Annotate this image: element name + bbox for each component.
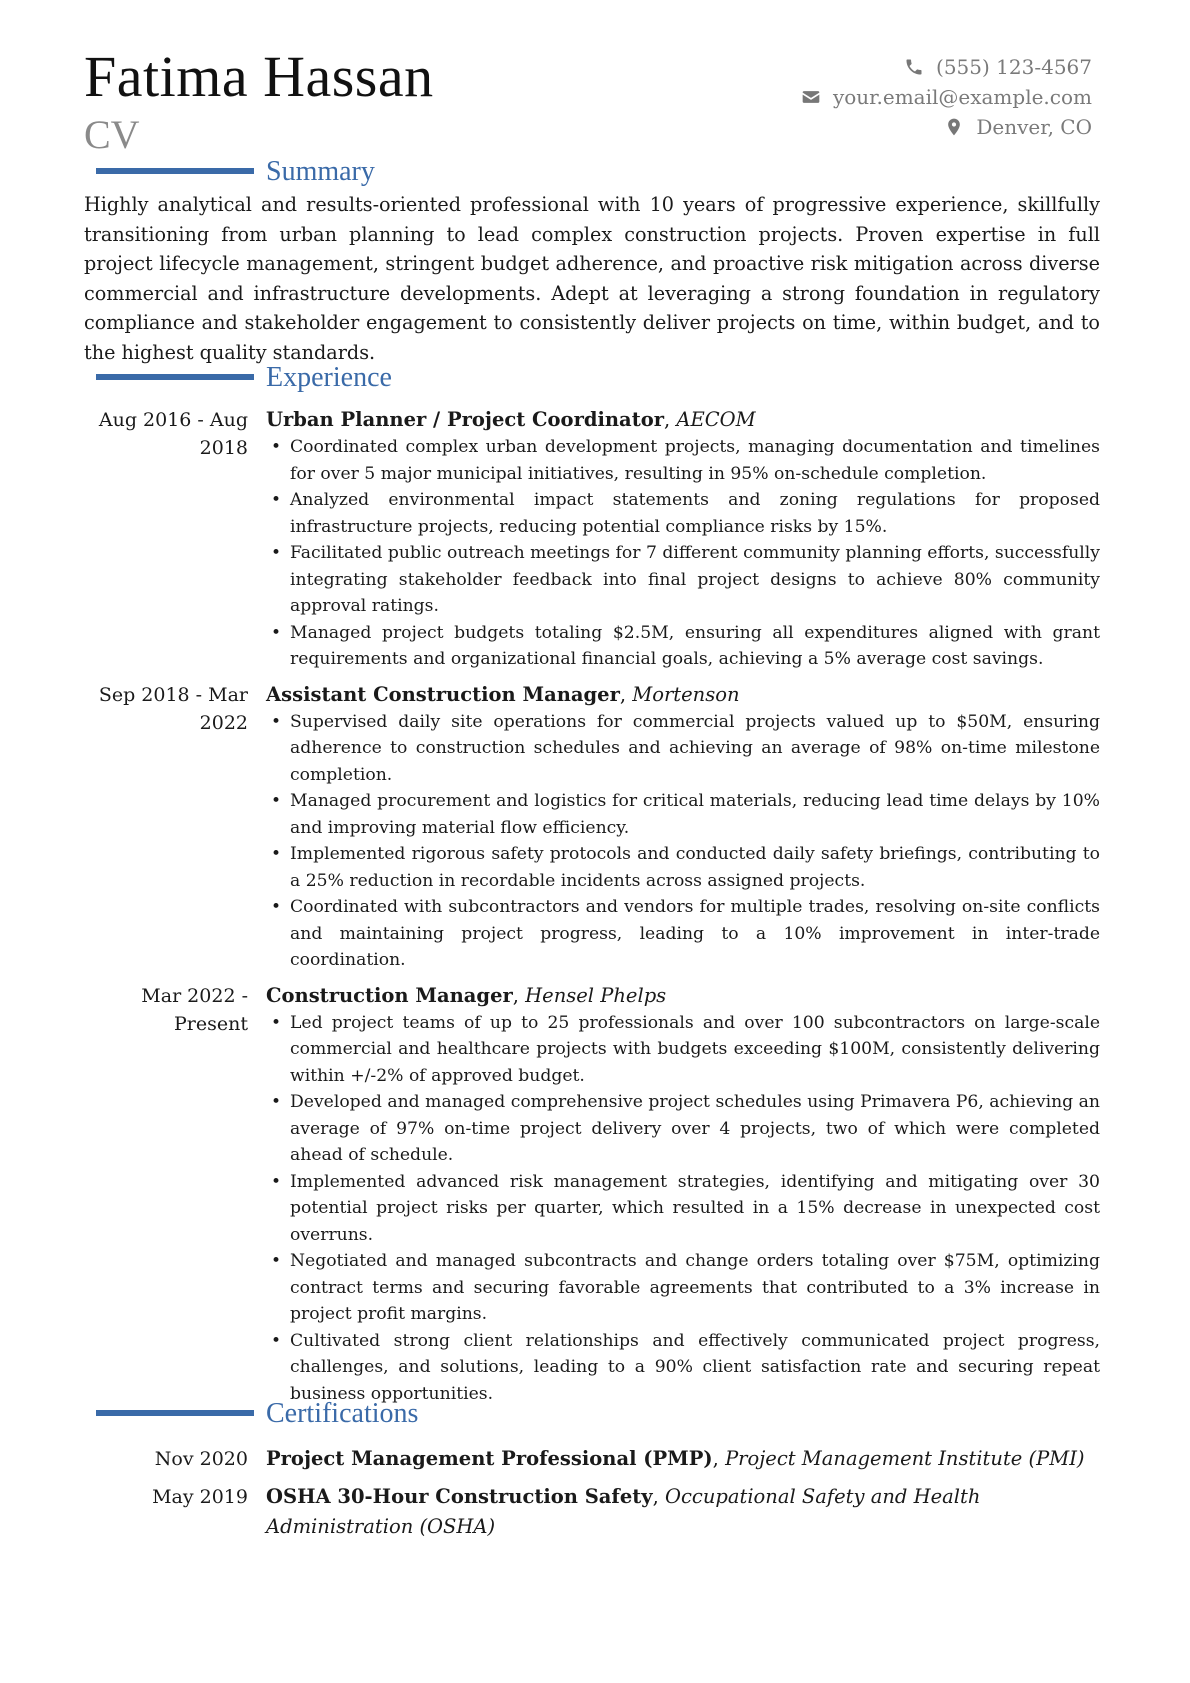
experience-title: Experience xyxy=(266,362,392,393)
section-accent-bar xyxy=(96,1410,254,1416)
summary-header xyxy=(84,154,1100,190)
bullet-item: • Supervised daily site operations for commercial projects valued up to $50M, ensuring adherence to construction schedules and achieving an average of 98% on-time milestone completion. xyxy=(266,709,1100,789)
certifications-header xyxy=(84,1396,1100,1432)
contact-location-text: Denver, CO xyxy=(976,115,1092,139)
bullet-item: • Coordinated with subcontractors and vendors for multiple trades, resolving on-site conflicts and maintaining project progress, leading to a 10% improvement in inter-trade coordination. xyxy=(266,894,1100,974)
entry-role: Assistant Construction Manager xyxy=(266,682,620,706)
entry-heading: Construction Manager, Hensel Phelps xyxy=(266,983,667,1007)
entry-bullets xyxy=(266,1010,1100,1408)
candidate-name: Fatima Hassan xyxy=(84,44,434,109)
summary-text: Highly analytical and results-oriented professional with 10 years of progressive experience, skillfully transitioning from urban planning to lead complex construction projects. Proven expertise in full project lifecycle management, stringent budget adherence, and proactive risk mitigation across diverse commercial and infrastructure developments. Adept at leveraging a strong foundation in regulatory compliance and stakeholder engagement to consistently deliver projects on time, within budget, and to the highest quality standards. xyxy=(84,193,1100,364)
certifications-section xyxy=(84,1396,1100,1550)
bullet-item: • Cultivated strong client relationships and effectively communicated project progress, challenges, and solutions, leading to a 90% client satisfaction rate and securing repeat business opportunities. xyxy=(266,1328,1100,1408)
summary-section xyxy=(84,154,1100,368)
phone-icon xyxy=(904,57,924,77)
section-accent-bar xyxy=(96,374,254,380)
bullet-item: • Negotiated and managed subcontracts and change orders totaling over $75M, optimizing contract terms and securing favorable agreements that contributed to a 3% increase in project profit margins. xyxy=(266,1248,1100,1328)
bullet-item: • Led project teams of up to 25 professionals and over 100 subcontractors on large-scale commercial and healthcare projects with budgets exceeding $100M, consistently delivering within +/-2% of approved budget. xyxy=(266,1010,1100,1090)
contact-email-text: your.email@example.com xyxy=(832,85,1092,109)
certification-entry xyxy=(84,1482,1100,1542)
bullet-item: • Implemented rigorous safety protocols and conducted daily safety briefings, contributing to a 25% reduction in recordable incidents across assigned projects. xyxy=(266,841,1100,894)
bullet-item: • Managed project budgets totaling $2.5M, ensuring all expenditures aligned with grant requirements and organizational financial goals, achieving a 5% average cost savings. xyxy=(266,620,1100,673)
certification-entry xyxy=(84,1444,1100,1474)
cert-issuer: Project Management Institute (PMI) xyxy=(725,1447,1085,1470)
experience-header xyxy=(84,360,1100,396)
experience-entry xyxy=(84,982,1100,1408)
entry-bullets xyxy=(266,709,1100,974)
contact-location xyxy=(801,112,1092,142)
cert-date: Nov 2020 xyxy=(154,1448,248,1470)
bullet-item: • Facilitated public outreach meetings for 7 different community planning efforts, successfully integrating stakeholder feedback into final project designs to achieve 80% community approval ratings. xyxy=(266,540,1100,620)
bullet-item: • Managed procurement and logistics for critical materials, reducing lead time delays by 10% and improving material flow efficiency. xyxy=(266,788,1100,841)
map-pin-icon xyxy=(944,117,964,137)
entry-heading: Assistant Construction Manager, Mortenson xyxy=(266,682,740,706)
experience-entry xyxy=(84,406,1100,673)
cert-name: OSHA 30-Hour Construction Safety xyxy=(266,1485,653,1508)
bullet-item: • Coordinated complex urban development projects, managing documentation and timelines for over 5 major municipal initiatives, resulting in 95% on-schedule completion. xyxy=(266,434,1100,487)
entry-heading: Urban Planner / Project Coordinator, AECOM xyxy=(266,408,756,431)
entry-role: Urban Planner / Project Coordinator xyxy=(266,408,664,431)
bullet-item: • Implemented advanced risk management strategies, identifying and mitigating over 30 potential project risks per quarter, which resulted in a 15% decrease in unexpected cost overruns. xyxy=(266,1169,1100,1249)
cert-issuer: Occupational Safety and Health Administration (OSHA) xyxy=(266,1485,981,1538)
experience-entry xyxy=(84,681,1100,974)
bullet-item: • Analyzed environmental impact statements and zoning regulations for proposed infrastructure projects, reducing potential compliance risks by 15%. xyxy=(266,487,1100,540)
cert-line: OSHA 30-Hour Construction Safety, Occupational Safety and Health Administration (OSHA) xyxy=(266,1485,981,1538)
envelope-icon xyxy=(801,87,821,107)
entry-date: Sep 2018 - Mar 2022 xyxy=(98,683,248,734)
summary-title: Summary xyxy=(266,156,375,187)
cert-date: May 2019 xyxy=(152,1486,248,1508)
bullet-item: • Developed and managed comprehensive project schedules using Primavera P6, achieving an average of 97% on-time project delivery over 4 projects, two of which were completed ahead of schedule. xyxy=(266,1089,1100,1169)
experience-section xyxy=(84,360,1100,1407)
entry-organization: AECOM xyxy=(676,408,756,431)
contact-phone-text: (555) 123-4567 xyxy=(936,55,1092,79)
entry-bullets xyxy=(266,434,1100,673)
section-accent-bar xyxy=(96,168,254,174)
entry-role: Construction Manager xyxy=(266,983,513,1007)
contact-phone xyxy=(801,52,1092,82)
cert-name: Project Management Professional (PMP) xyxy=(266,1447,713,1470)
document-subtitle: CV xyxy=(84,112,140,157)
certifications-title: Certifications xyxy=(266,1398,419,1429)
entry-organization: Mortenson xyxy=(632,682,740,706)
entry-organization: Hensel Phelps xyxy=(525,983,667,1007)
entry-date: Mar 2022 - Present xyxy=(141,984,248,1035)
entry-date: Aug 2016 - Aug 2018 xyxy=(98,409,248,459)
contact-email xyxy=(801,82,1092,112)
cert-line: Project Management Professional (PMP), Project Management Institute (PMI) xyxy=(266,1447,1085,1470)
contact-info xyxy=(801,52,1092,142)
